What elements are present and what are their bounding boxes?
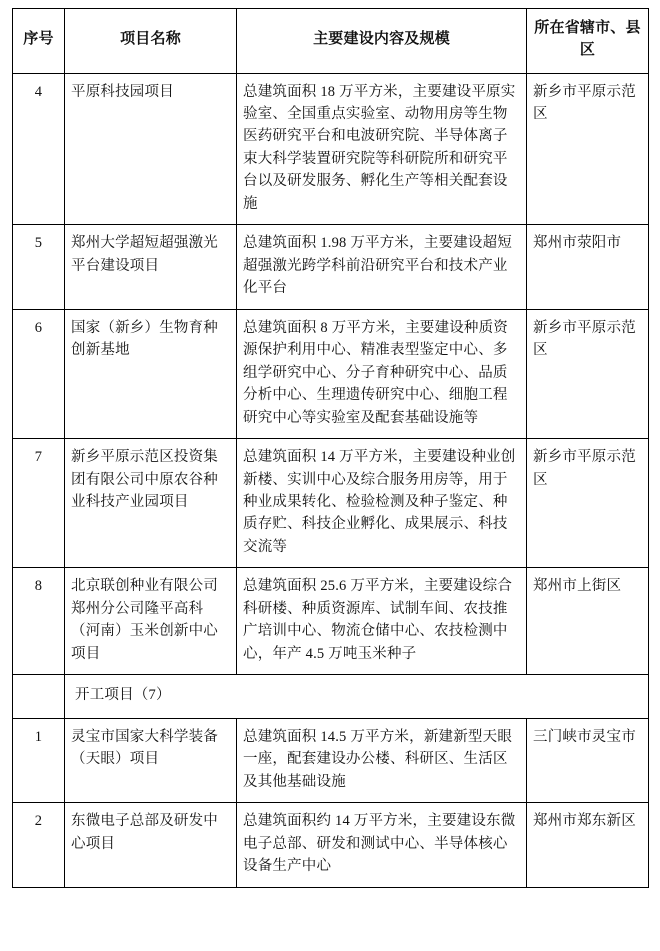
cell-location: 新乡市平原示范区 xyxy=(527,309,649,438)
column-header-no: 序号 xyxy=(13,9,65,74)
table-header xyxy=(13,9,649,74)
column-header-area: 所在省辖市、县区 xyxy=(527,9,649,74)
cell-project-name: 北京联创种业有限公司郑州分公司隆平高科（河南）玉米创新中心项目 xyxy=(65,568,237,675)
cell-project-name: 平原科技园项目 xyxy=(65,73,237,225)
cell-no: 1 xyxy=(13,718,65,802)
cell-description: 总建筑面积 8 万平方米，主要建设种质资源保护利用中心、精准表型鉴定中心、多组学研究中心、分子育种研究中心、品质分析中心、生理遗传研究中心、细胞工程研究中心等实验室及配套基础设施等 xyxy=(237,309,527,438)
cell-location: 郑州市上街区 xyxy=(527,568,649,675)
cell-project-name: 新乡平原示范区投资集团有限公司中原农谷种业科技产业园项目 xyxy=(65,439,237,568)
cell-no: 8 xyxy=(13,568,65,675)
cell-location: 三门峡市灵宝市 xyxy=(527,718,649,802)
cell-location: 郑州市郑东新区 xyxy=(527,803,649,887)
cell-project-name: 东微电子总部及研发中心项目 xyxy=(65,803,237,887)
table-section-row xyxy=(13,675,649,718)
cell-project-name: 灵宝市国家大科学装备（天眼）项目 xyxy=(65,718,237,802)
cell-description: 总建筑面积 1.98 万平方米，主要建设超短超强激光跨学科前沿研究平台和技术产业化平台 xyxy=(237,225,527,309)
column-header-desc: 主要建设内容及规模 xyxy=(237,9,527,74)
cell-project-name: 国家（新乡）生物育种创新基地 xyxy=(65,309,237,438)
table-row xyxy=(13,225,649,309)
document-page xyxy=(0,8,660,951)
cell-no: 6 xyxy=(13,309,65,438)
table-row xyxy=(13,73,649,225)
table-row xyxy=(13,309,649,438)
column-header-name: 项目名称 xyxy=(65,9,237,74)
cell-location: 新乡市平原示范区 xyxy=(527,73,649,225)
table-row xyxy=(13,718,649,802)
table-row xyxy=(13,439,649,568)
table-header-row xyxy=(13,9,649,74)
cell-project-name: 郑州大学超短超强激光平台建设项目 xyxy=(65,225,237,309)
cell-no: 4 xyxy=(13,73,65,225)
cell-location: 郑州市荥阳市 xyxy=(527,225,649,309)
cell-no: 5 xyxy=(13,225,65,309)
table-body xyxy=(13,73,649,887)
cell-no: 2 xyxy=(13,803,65,887)
cell-description: 总建筑面积约 14 万平方米，主要建设东微电子总部、研发和测试中心、半导体核心设备生产中心 xyxy=(237,803,527,887)
project-list-table xyxy=(12,8,649,888)
table-row xyxy=(13,568,649,675)
cell-location: 新乡市平原示范区 xyxy=(527,439,649,568)
section-title: 开工项目（7） xyxy=(65,675,649,718)
table-row xyxy=(13,803,649,887)
cell-no-empty xyxy=(13,675,65,718)
cell-description: 总建筑面积 25.6 万平方米，主要建设综合科研楼、种质资源库、试制车间、农技推广培训中心、物流仓储中心、农技检测中心，年产 4.5 万吨玉米种子 xyxy=(237,568,527,675)
cell-description: 总建筑面积 18 万平方米，主要建设平原实验室、全国重点实验室、动物用房等生物医药研究平台和电波研究院、半导体离子束大科学装置研究院等科研院所和研究平台以及研发服务、孵化生产等相关配套设施 xyxy=(237,73,527,225)
cell-description: 总建筑面积 14 万平方米，主要建设种业创新楼、实训中心及综合服务用房等，用于种业成果转化、检验检测及种子鉴定、种质存贮、科技企业孵化、成果展示、科技交流等 xyxy=(237,439,527,568)
cell-description: 总建筑面积 14.5 万平方米，新建新型天眼一座，配套建设办公楼、科研区、生活区及其他基础设施 xyxy=(237,718,527,802)
cell-no: 7 xyxy=(13,439,65,568)
